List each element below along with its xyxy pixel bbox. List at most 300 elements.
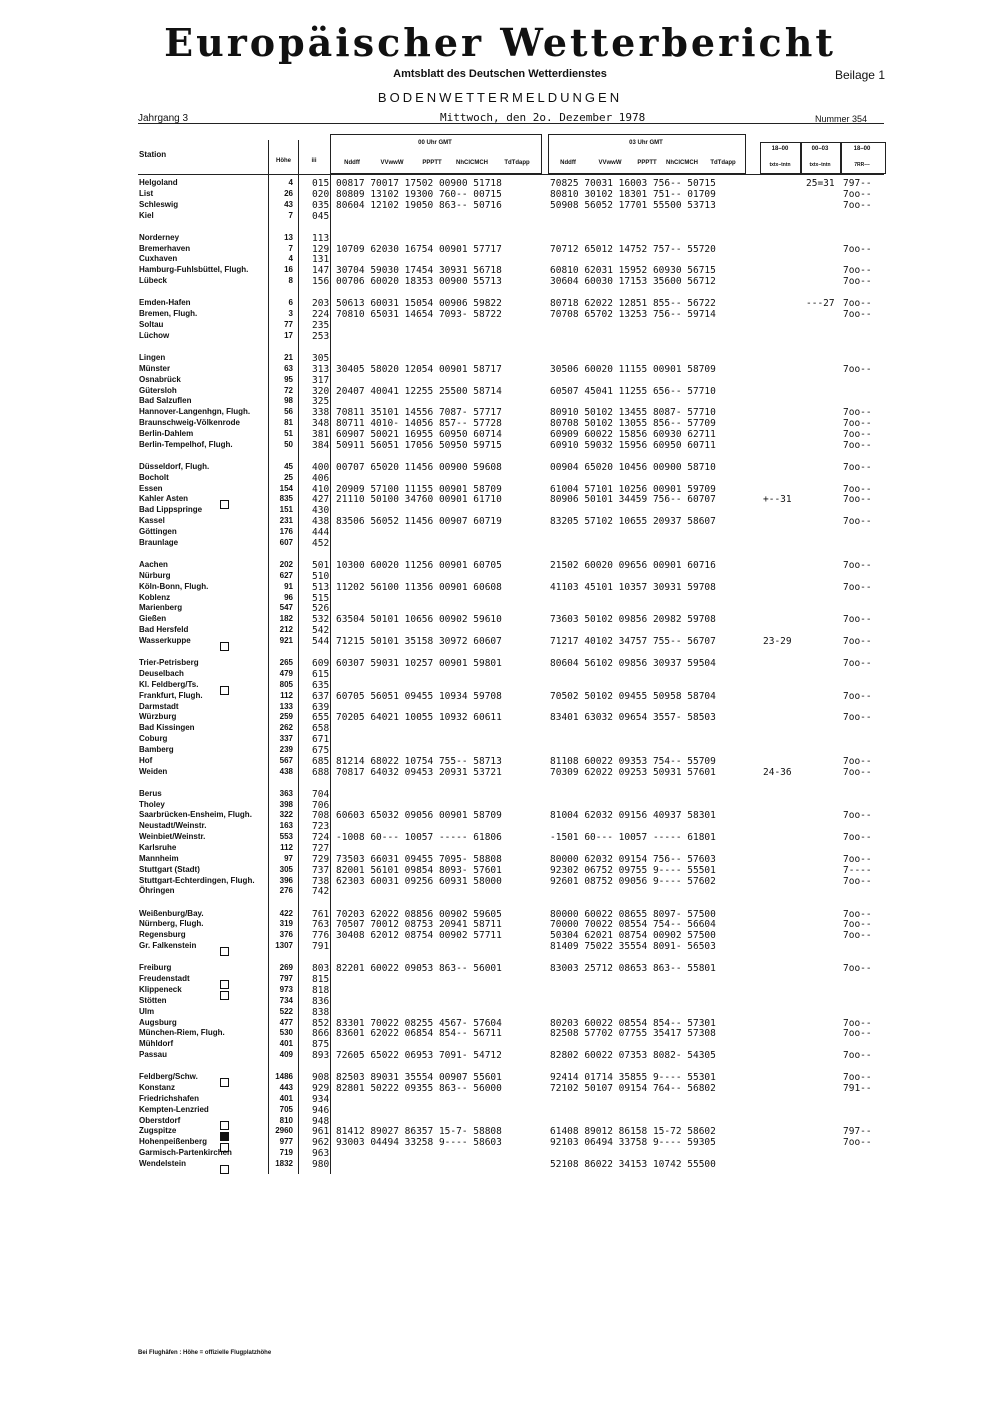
precip-18-00: 7oo--: [843, 483, 872, 495]
col-rrr: 7RR––: [854, 162, 870, 168]
precip-18-00: 7oo--: [843, 560, 872, 571]
station-name: Frankfurt, Flugh.: [139, 690, 203, 700]
obs-00-gmt: 72605 65022 06953 7091- 54712: [336, 1050, 502, 1062]
obs-00-gmt: 80711 4010- 14056 857-- 57728: [336, 418, 502, 430]
col-tdtd: TdTdapp: [504, 160, 530, 166]
station-height: 81: [284, 418, 293, 428]
obs-00-gmt: 50613 60031 15054 00906 59822: [336, 298, 502, 310]
station-index: 723: [312, 821, 330, 833]
station-name: Neustadt/Weinstr.: [139, 821, 207, 831]
col-vvwww: VVwwW: [380, 160, 404, 166]
station-index: 658: [312, 723, 330, 735]
obs-03-gmt: 60810 62031 15952 60930 56715: [550, 265, 716, 277]
obs-00-gmt: 83601 62022 06854 854-- 56711: [336, 1028, 502, 1040]
station-height: 26: [284, 188, 293, 198]
station-height: 835: [279, 494, 293, 504]
mountain-station-marker-icon: [220, 681, 229, 699]
station-name: Regensburg: [139, 930, 186, 940]
station-height: 522: [279, 1006, 293, 1016]
station-height: 567: [279, 755, 293, 765]
station-index: 444: [312, 527, 330, 538]
station-index: 384: [312, 439, 330, 451]
station-height: 627: [279, 570, 293, 580]
station-name: Passau: [139, 1050, 168, 1060]
station-index: 532: [312, 614, 330, 626]
station-name: Hohenpeißenberg: [139, 1137, 208, 1147]
precip-18-00: 7oo--: [843, 712, 872, 724]
top-rule: [138, 123, 884, 124]
station-index: 946: [312, 1104, 330, 1116]
station-name: Trier-Petrisberg: [139, 658, 199, 668]
precip-18-00: 7oo--: [843, 1017, 872, 1029]
station-index: 147: [312, 265, 330, 277]
obs-00-gmt: 73503 66031 09455 7095- 58808: [336, 853, 502, 865]
station-height: 438: [279, 766, 293, 776]
station-name: Bad Lippspringe: [139, 505, 203, 515]
station-name: Stuttgart (Stadt): [139, 864, 200, 874]
station-height: 13: [284, 232, 293, 242]
station-name: Marienberg: [139, 603, 183, 613]
precip-18-00: 7oo--: [843, 516, 872, 528]
precip-18-00: 7oo--: [843, 1050, 872, 1062]
obs-03-gmt: 92103 06494 33758 9---- 59305: [550, 1137, 716, 1149]
station-name: Deuselbach: [139, 668, 184, 678]
station-index: 706: [312, 799, 330, 811]
station-height: 151: [279, 505, 293, 515]
station-height: 112: [280, 843, 293, 852]
station-height: 182: [279, 614, 293, 624]
station-height: 443: [279, 1083, 293, 1093]
station-index: 776: [312, 930, 330, 942]
station-index: 635: [312, 679, 330, 691]
precip-18-00: 7oo--: [843, 614, 872, 626]
col-ppptt2: PPPTT: [637, 160, 657, 166]
obs-00-gmt: 30405 58020 12054 00901 58717: [336, 363, 502, 375]
obs-00-gmt: 82503 89031 35554 00907 55601: [336, 1072, 502, 1084]
station-name: Münster: [139, 363, 171, 373]
station-index: 875: [312, 1039, 330, 1051]
station-name: München-Riem, Flugh.: [139, 1028, 225, 1038]
station-name: Helgoland: [139, 178, 178, 187]
station-index: 203: [312, 298, 330, 310]
station-height: 51: [284, 428, 293, 438]
obs-03-gmt: 80718 62022 12851 855-- 56722: [550, 298, 716, 310]
station-name: Stuttgart-Echterdingen, Flugh.: [139, 875, 255, 885]
precip-18-00: 7oo--: [843, 1072, 872, 1084]
precip-18-00: 7oo--: [843, 428, 872, 440]
obs-03-gmt: 61408 89012 86158 15-72 58602: [550, 1126, 716, 1138]
station-name: Lingen: [139, 352, 166, 362]
station-height: 1832: [275, 1159, 293, 1168]
obs-00-gmt: 62303 60031 09256 60931 58000: [336, 875, 502, 887]
station-name: Coburg: [139, 734, 168, 744]
station-height: 212: [279, 625, 293, 635]
station-name: Kahler Asten: [139, 494, 189, 504]
station-height: 705: [279, 1104, 293, 1114]
station-height: 305: [279, 864, 293, 874]
station-name: Kiel: [139, 210, 154, 220]
station-index: 948: [312, 1115, 330, 1127]
obs-00-gmt: 00817 70017 17502 00900 51718: [336, 178, 502, 189]
station-height: 530: [279, 1028, 293, 1038]
obs-00-gmt: 60907 50021 16955 60950 60714: [336, 428, 502, 440]
station-index: 381: [312, 428, 330, 440]
station-name: Nürburg: [139, 570, 171, 580]
obs-00-gmt: 10709 62030 16754 00901 57717: [336, 243, 502, 255]
precip-18-00: 7oo--: [843, 690, 872, 702]
station-index: 015: [312, 178, 330, 189]
mountain-station-marker-icon: [220, 986, 229, 1004]
station-height: 322: [279, 810, 293, 820]
station-name: Hamburg-Fuhlsbüttel, Flugh.: [139, 265, 249, 275]
obs-00-gmt: 93003 04494 33258 9---- 58603: [336, 1137, 502, 1149]
column-rule: [298, 140, 299, 1174]
station-name: Bremen, Flugh.: [139, 309, 198, 319]
station-name: Nürnberg, Flugh.: [139, 919, 204, 929]
col-iii: iii: [311, 158, 317, 164]
temp-18-00: 23-29: [763, 635, 792, 647]
precip-18-00: 7oo--: [843, 930, 872, 942]
obs-00-gmt: 83506 56052 11456 00907 60719: [336, 516, 502, 528]
obs-00-gmt: 30704 59030 17454 30931 56718: [336, 265, 502, 277]
col-tt2: txtx–tntn: [809, 162, 831, 168]
obs-00-gmt: 70205 64021 10055 10932 60611: [336, 712, 502, 724]
station-index: 893: [312, 1050, 330, 1062]
station-index: 313: [312, 363, 330, 375]
precip-18-00: 7oo--: [843, 276, 872, 288]
station-height: 2960: [275, 1126, 293, 1136]
station-index: 639: [312, 701, 330, 713]
station-index: 224: [312, 309, 330, 321]
station-index: 427: [312, 494, 330, 506]
obs-03-gmt: 80000 60022 08655 8097- 57500: [550, 908, 716, 920]
station-name: Bad Salzuflen: [139, 396, 192, 406]
station-index: 020: [312, 188, 330, 200]
obs-03-gmt: 52108 86022 34153 10742 55500: [550, 1159, 716, 1170]
station-height: 98: [284, 396, 293, 406]
station-index: 542: [312, 625, 330, 637]
station-height: 7: [288, 210, 293, 220]
station-index: 671: [312, 734, 330, 746]
station-index: 410: [312, 483, 330, 495]
station-index: 131: [312, 254, 330, 266]
station-index: 815: [312, 974, 330, 986]
station-height: 6: [288, 298, 293, 308]
station-index: 791: [312, 941, 330, 953]
col-nhcl2: NhClCMCH: [666, 160, 698, 166]
station-height: 319: [279, 919, 293, 929]
station-index: 655: [312, 712, 330, 724]
station-index: 688: [312, 766, 330, 778]
station-index: 406: [312, 472, 330, 484]
report-title: Europäischer Wetterbericht: [164, 20, 836, 65]
col-nddff: Nddff: [344, 160, 360, 166]
precip-18-00: 7oo--: [843, 919, 872, 931]
mountain-station-marker-icon: [220, 942, 229, 960]
col-group00: 00 Uhr GMT: [418, 140, 452, 146]
station-index: 763: [312, 919, 330, 931]
report-date: Mittwoch, den 2o. Dezember 1978: [440, 111, 646, 124]
obs-00-gmt: 30408 62012 08754 00902 57711: [336, 930, 502, 942]
col-group03: 03 Uhr GMT: [629, 140, 663, 146]
station-index: 838: [312, 1006, 330, 1018]
jahrgang-label: Jahrgang 3: [138, 113, 189, 124]
station-name: Braunschweig-Völkenrode: [139, 418, 240, 428]
obs-03-gmt: 80000 62032 09154 756-- 57603: [550, 853, 716, 865]
station-name: Berus: [139, 788, 162, 798]
precip-18-00: 7oo--: [843, 363, 872, 375]
obs-00-gmt: 20407 40041 12255 25500 58714: [336, 385, 502, 397]
station-index: 513: [312, 581, 330, 593]
station-height: 96: [284, 592, 293, 602]
precip-18-00: 7oo--: [843, 199, 872, 211]
precip-18-00: 7oo--: [843, 908, 872, 920]
station-height: 337: [279, 734, 293, 744]
obs-00-gmt: 80604 12102 19050 863-- 50716: [336, 199, 502, 211]
station-name: Mühldorf: [139, 1039, 174, 1049]
station-name: Essen: [139, 483, 163, 493]
precip-18-00: 7oo--: [843, 853, 872, 865]
station-height: 3: [288, 309, 293, 319]
obs-03-gmt: 92601 08752 09056 9---- 57602: [550, 875, 716, 887]
station-height: 805: [279, 679, 293, 689]
station-name: Hannover-Langenhgn, Flugh.: [139, 407, 251, 417]
station-index: 113: [312, 232, 330, 244]
station-height: 265: [279, 658, 293, 668]
temp-18-00: +--31: [763, 494, 792, 506]
station-index: 934: [312, 1093, 330, 1105]
obs-03-gmt: 80910 50102 13455 8087- 57710: [550, 407, 716, 419]
station-height: 810: [279, 1115, 293, 1125]
station-height: 77: [284, 319, 293, 329]
station-index: 430: [312, 505, 330, 517]
precip-18-00: 7oo--: [843, 1028, 872, 1040]
precip-18-00: 7oo--: [843, 407, 872, 419]
station-name: Wasserkuppe: [139, 635, 191, 645]
station-height: 17: [284, 330, 293, 340]
mountain-station-marker-icon: [220, 1160, 229, 1178]
station-name: Berlin-Tempelhof, Flugh.: [139, 439, 233, 449]
col-tdtd2: TdTdapp: [710, 160, 736, 166]
obs-00-gmt: 20909 57100 11155 00901 58709: [336, 483, 502, 495]
station-index: 836: [312, 995, 330, 1007]
station-name: Öhringen: [139, 886, 175, 896]
station-index: 501: [312, 560, 330, 571]
station-index: 045: [312, 210, 330, 222]
station-name: Kl. Feldberg/Ts.: [139, 679, 199, 689]
precip-18-00: 7oo--: [843, 418, 872, 430]
obs-03-gmt: 70712 65012 14752 757-- 55720: [550, 243, 716, 255]
obs-00-gmt: 00707 65020 11456 00900 59608: [336, 461, 502, 473]
station-index: 317: [312, 374, 330, 386]
col-18-00: 18–00: [771, 146, 789, 152]
station-name: Kempten-Lenzried: [139, 1104, 209, 1114]
col-ppptt: PPPTT: [422, 160, 442, 166]
precip-18-00: 7oo--: [843, 309, 872, 321]
obs-03-gmt: 60909 60022 15856 60930 62711: [550, 428, 716, 440]
precip-18-00: 7oo--: [843, 265, 872, 277]
precip-18-00: 7oo--: [843, 188, 872, 200]
obs-03-gmt: 70309 62022 09253 50931 57601: [550, 766, 716, 778]
station-height: 797: [279, 974, 293, 984]
obs-03-gmt: 81108 60022 09353 754-- 55709: [550, 755, 716, 767]
obs-03-gmt: 41103 45101 10357 30931 59708: [550, 581, 716, 593]
station-index: 963: [312, 1148, 330, 1160]
station-name: Würzburg: [139, 712, 177, 722]
station-height: 479: [279, 668, 293, 678]
col-nddff2: Nddff: [560, 160, 576, 166]
obs-03-gmt: 30506 60020 11155 00901 58709: [550, 363, 716, 375]
station-height: 43: [284, 199, 293, 209]
obs-03-gmt: 60507 45041 11255 656-- 57710: [550, 385, 716, 397]
station-name: Bad Hersfeld: [139, 625, 189, 635]
precip-18-00: 7oo--: [843, 875, 872, 887]
station-height: 63: [284, 363, 293, 373]
station-index: 438: [312, 516, 330, 528]
station-name: Braunlage: [139, 537, 179, 547]
station-name: Weiden: [139, 766, 168, 776]
obs-00-gmt: 21110 50100 34760 00901 61710: [336, 494, 502, 506]
obs-03-gmt: 92302 06752 09755 9---- 55501: [550, 864, 716, 876]
station-name: Lüchow: [139, 330, 170, 340]
precip-18-00: 797--: [843, 178, 872, 189]
obs-00-gmt: 60307 59031 10257 00901 59801: [336, 658, 502, 670]
mountain-station-marker-icon: [220, 637, 229, 655]
precip-18-00: 7oo--: [843, 832, 872, 844]
station-height: 56: [284, 407, 293, 417]
station-height: 401: [279, 1093, 293, 1103]
mountain-station-marker-icon: [220, 1073, 229, 1091]
station-name: Weißenburg/Bay.: [139, 908, 204, 918]
precip-18-00: 791--: [843, 1083, 872, 1095]
station-name: Mannheim: [139, 853, 179, 863]
obs-00-gmt: 70817 64032 09453 20931 53721: [336, 766, 502, 778]
obs-03-gmt: 21502 60020 09656 00901 60716: [550, 560, 716, 571]
col-nhcl: NhClCMCH: [456, 160, 488, 166]
station-height: 363: [279, 788, 293, 798]
obs-03-gmt: 70000 70022 08554 754-- 56604: [550, 919, 716, 931]
header-rule: [138, 174, 884, 175]
precip-18-00: 7oo--: [843, 461, 872, 473]
station-index: 675: [312, 744, 330, 756]
column-rule: [330, 172, 331, 1174]
temp-18-00: 24-36: [763, 766, 792, 778]
station-name: Gütersloh: [139, 385, 177, 395]
obs-00-gmt: 81412 89027 86357 15-7- 58808: [336, 1126, 502, 1138]
station-index: 235: [312, 319, 330, 331]
temp-00-03: ---27: [806, 298, 835, 310]
precip-18-00: 797--: [843, 1126, 872, 1138]
station-height: 1307: [275, 941, 293, 951]
obs-03-gmt: 70502 50102 09455 50958 58704: [550, 690, 716, 702]
station-height: 50: [284, 439, 293, 449]
station-index: 615: [312, 668, 330, 680]
precip-18-00: 7oo--: [843, 298, 872, 310]
station-name: Emden-Hafen: [139, 298, 191, 308]
station-name: Cuxhaven: [139, 254, 178, 264]
obs-00-gmt: 83301 70022 08255 4567- 57604: [336, 1017, 502, 1029]
obs-00-gmt: 70810 65031 14654 7093- 58722: [336, 309, 502, 321]
obs-03-gmt: 83401 63032 09654 3557- 58503: [550, 712, 716, 724]
station-name: Karlsruhe: [139, 843, 177, 852]
station-height: 734: [279, 995, 293, 1005]
obs-03-gmt: 82508 57702 07755 35417 57308: [550, 1028, 716, 1040]
obs-03-gmt: 50304 62021 08754 00902 57500: [550, 930, 716, 942]
obs-00-gmt: 60603 65032 09056 00901 58709: [336, 810, 502, 822]
station-index: 305: [312, 352, 330, 364]
station-index: 348: [312, 418, 330, 430]
station-height: 547: [279, 603, 293, 613]
obs-03-gmt: 80708 50102 13055 856-- 57709: [550, 418, 716, 430]
col-tt1: txtx–tntn: [769, 162, 791, 168]
obs-00-gmt: 50911 56051 17056 50950 59715: [336, 439, 502, 451]
obs-03-gmt: 70708 65702 13253 756-- 59714: [550, 309, 716, 321]
col-station: Station: [139, 150, 167, 159]
obs-00-gmt: 80809 13102 19300 760-- 00715: [336, 188, 502, 200]
report-subtitle: Amtsblatt des Deutschen Wetterdienstes: [393, 68, 607, 80]
obs-03-gmt: 50908 56052 17701 55500 53713: [550, 199, 716, 211]
obs-03-gmt: 72102 50107 09154 764-- 56802: [550, 1083, 716, 1095]
station-name: Aachen: [139, 560, 168, 569]
obs-00-gmt: -1008 60--- 10057 ----- 61806: [336, 832, 502, 844]
station-height: 477: [279, 1017, 293, 1027]
station-name: Gießen: [139, 614, 167, 624]
station-height: 269: [279, 963, 293, 973]
station-height: 25: [284, 472, 293, 482]
obs-03-gmt: 80604 56102 09856 30937 59504: [550, 658, 716, 670]
station-height: 21: [284, 352, 293, 362]
station-name: Bad Kissingen: [139, 723, 195, 733]
obs-00-gmt: 70507 70012 08753 20941 58711: [336, 919, 502, 931]
station-index: 961: [312, 1126, 330, 1138]
precip-18-00: 7oo--: [843, 243, 872, 255]
station-index: 129: [312, 243, 330, 255]
col-18-00b: 18–00: [853, 146, 871, 152]
precip-18-00: 7oo--: [843, 581, 872, 593]
station-index: 908: [312, 1072, 330, 1084]
station-height: 154: [279, 483, 293, 493]
obs-03-gmt: 73603 50102 09856 20982 59708: [550, 614, 716, 626]
column-rule: [268, 140, 269, 1174]
station-index: 818: [312, 984, 330, 996]
station-height: 95: [284, 374, 293, 384]
mountain-station-marker-icon: [220, 495, 229, 513]
obs-00-gmt: 60705 56051 09455 10934 59708: [336, 690, 502, 702]
precip-18-00: 7oo--: [843, 766, 872, 778]
precip-18-00: 7----: [843, 864, 872, 876]
station-name: Weinbiet/Weinstr.: [139, 832, 206, 842]
station-index: 708: [312, 810, 330, 822]
col-00-03: 00–03: [811, 146, 829, 152]
station-height: 8: [288, 276, 293, 286]
station-height: 398: [279, 799, 293, 809]
obs-03-gmt: 80203 60022 08554 854-- 57301: [550, 1017, 716, 1029]
station-index: 803: [312, 963, 330, 975]
station-index: 742: [312, 886, 330, 898]
station-height: 72: [284, 385, 293, 395]
station-height: 4: [288, 254, 293, 264]
obs-03-gmt: 61004 57101 10256 00901 59709: [550, 483, 716, 495]
station-height: 112: [280, 690, 293, 700]
station-name: Soltau: [139, 319, 164, 329]
station-height: 202: [279, 560, 293, 569]
section-title: BODENWETTERMELDUNGEN: [377, 90, 623, 105]
station-index: 962: [312, 1137, 330, 1149]
station-name: Lübeck: [139, 276, 168, 286]
precip-18-00: 7oo--: [843, 755, 872, 767]
station-index: 737: [312, 864, 330, 876]
station-height: 7: [288, 243, 293, 253]
